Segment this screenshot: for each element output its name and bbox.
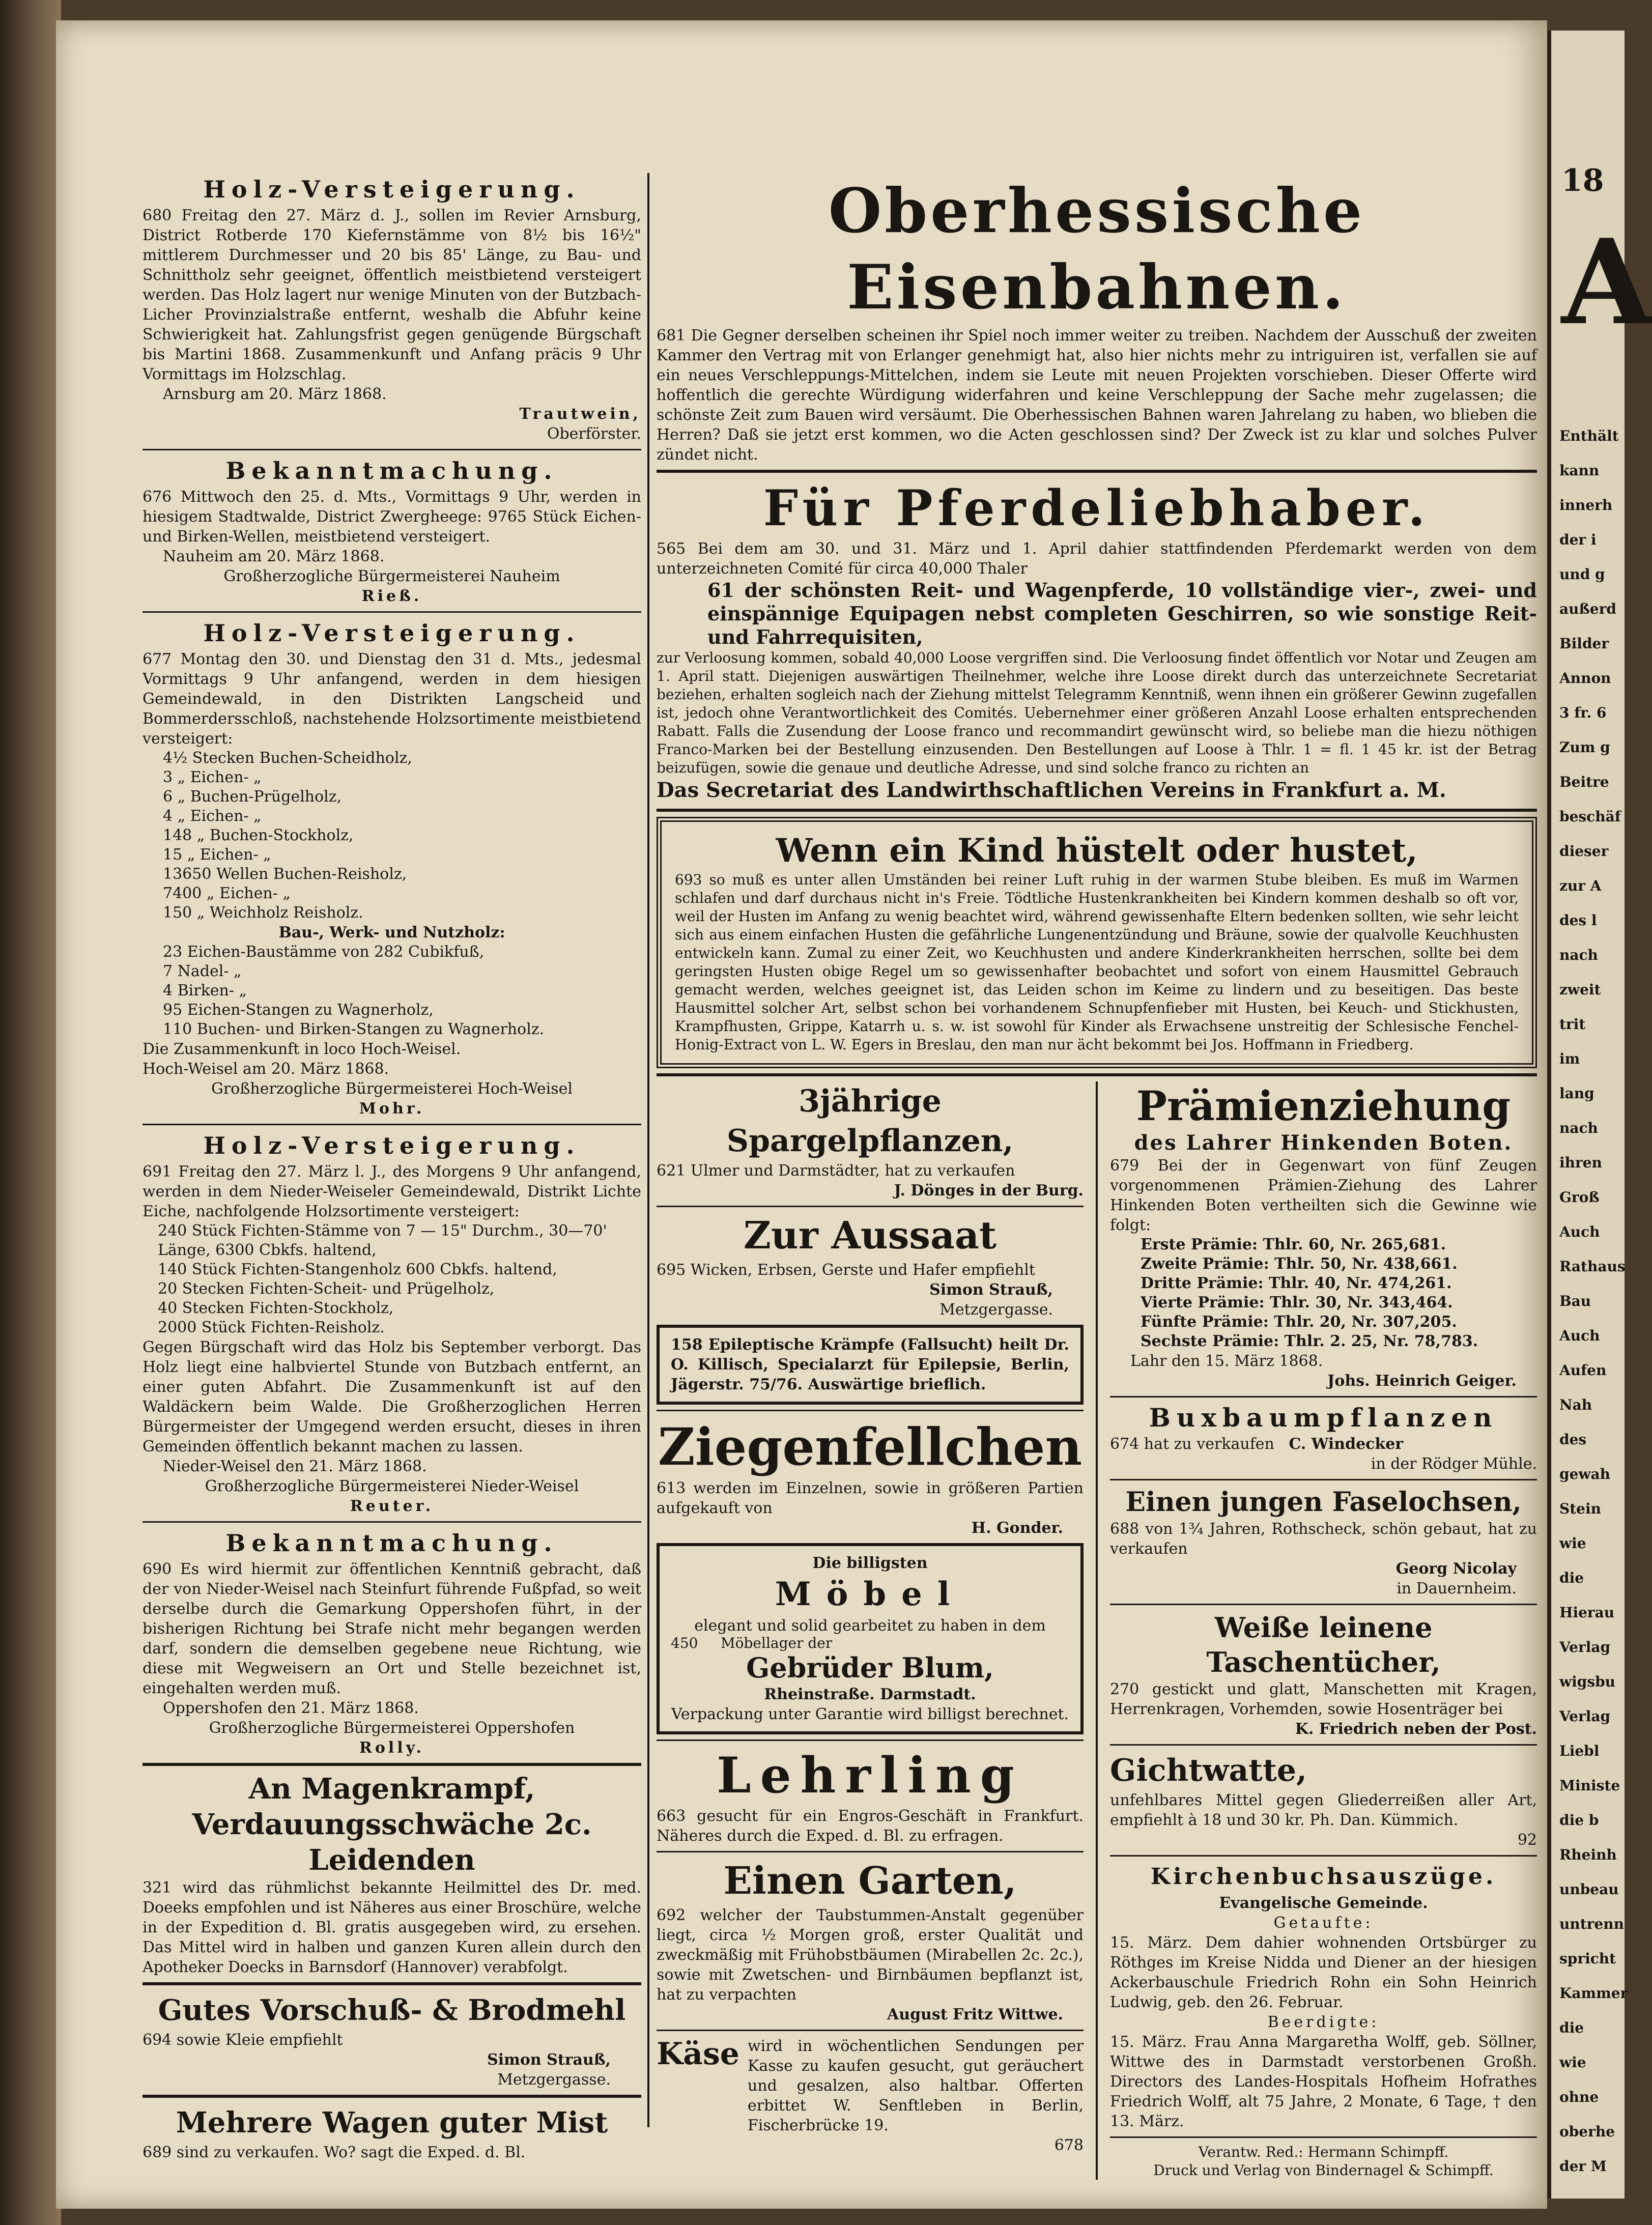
next-page-fragment: wie (1559, 1535, 1586, 1552)
next-page-fragment: außerd (1559, 601, 1616, 617)
ad-693-title: Wenn ein Kind hüstelt oder hustet, (776, 832, 1418, 870)
ad-450 (657, 1543, 1084, 1734)
list-item: 4 Birken- „ (163, 982, 247, 1000)
ad-690-date: Oppershofen den 21. März 1868. (163, 1699, 419, 1717)
list-item: 240 Stück Fichten-Stämme von 7 — 15" Durchm., 30—70' Länge, 6300 Cbkfs. haltend, (158, 1222, 607, 1259)
next-page-fragment: dieser (1559, 843, 1609, 860)
divider (1110, 1396, 1537, 1397)
ad-690-office: Großherzogliche Bürgermeisterei Oppershofen (209, 1719, 575, 1737)
ad-621-sign: J. Dönges in der Burg. (894, 1182, 1084, 1200)
kirchenbuch-section: Evangelische Gemeinde. (1219, 1894, 1428, 1912)
next-page-fragment: des (1559, 1431, 1587, 1448)
next-page-fragment: der i (1559, 531, 1597, 548)
ad-270-title: Weiße leinene Taschentücher, (1206, 1611, 1441, 1678)
ad-677-title: Holz-Versteigerung. (203, 619, 581, 647)
list-item: 6 „ Buchen-Prügelholz, (163, 788, 342, 806)
next-page-fragment: und g (1559, 566, 1605, 583)
ad-695 (657, 1212, 1084, 1320)
ad-676-office: Großherzogliche Bürgermeisterei Nauheim (223, 567, 560, 585)
ad-678 (657, 2036, 1084, 2135)
ad-690 (143, 1528, 641, 1758)
list-item: 13650 Wellen Buchen-Reisholz, (163, 865, 407, 883)
ad-680-body: 680 Freitag den 27. März d. J., sollen im Revier Arnsburg, District Rotberde 170 Kiefernstämme von 8½ bis 16½" mittlerem Durchmesser und 20 bis 85' Länge, zu Bau- und Schnittholz sehr geeignet, öffentlich meistbietend versteigert werden. Das Holz lagert nur wenige Minuten von der Butzbach-Licher Provinzialstraße entfernt, weshalb die Abfuhr keine Schwierigkeit hat. Zahlungsfrist gegen genügende Bürgschaft bis Martini 1868. Zusammenkunft und Anfang präcis 9 Uhr Vormittags im Holzschlag. (143, 207, 641, 383)
ad-691 (143, 1130, 641, 1516)
divider (143, 1982, 641, 1985)
ad-565-offer: 61 der schönsten Reit- und Wagenpferde, 10 vollständige vier-, zwei- und einspännige Equipagen nebst completen Geschirren, so wie sonstige Reit- und Fahrrequisiten, (707, 579, 1537, 648)
list-item: 40 Stecken Fichten-Stockholz, (158, 1299, 394, 1317)
next-page-fragment: Ministe (1559, 1777, 1620, 1794)
ad-676-date: Nauheim am 20. März 1868. (163, 548, 385, 565)
ad-691-body: 691 Freitag den 27. März l. J., des Morgens 9 Uhr anfangend, werden in dem Nieder-Weiseler Gemeindewald, Distrikt Lichte Eiche, nachfolgende Holzsortimente versteigert: (143, 1163, 641, 1220)
divider (143, 2095, 641, 2098)
ad-680 (143, 174, 641, 444)
ad-677-closing: Die Zusammenkunft in loco Hoch-Weisel. (143, 1040, 461, 1058)
divider (657, 1206, 1084, 1207)
list-item: Sechste Prämie: Thlr. 2. 25, Nr. 78,783. (1141, 1332, 1478, 1350)
ad-450-foot: Verpackung unter Garantie wird billigst berechnet. (671, 1705, 1069, 1723)
list-item: Dritte Prämie: Thlr. 40, Nr. 474,261. (1141, 1274, 1452, 1292)
list-item: Vierte Prämie: Thlr. 30, Nr. 343,464. (1141, 1294, 1453, 1311)
ad-677-list (143, 749, 641, 923)
ad-689-body: 689 sind zu verkaufen. Wo? sagt die Exped. d. Bl. (143, 2144, 526, 2161)
column-left (143, 173, 641, 2162)
ad-565-body: zur Verloosung kommen, sobald 40,000 Loose vergriffen sind. Die Verloosung findet öffentlich vor Notar und Zeugen am 1. April statt. Diejenigen auswärtigen Theilnehmer, welche ihre Loose direkt durch das unterzeichnete Secretariat beziehen, erhalten sogleich nach der Ziehung mittelst Telegramm Kenntniß, wenn ihnen ein größerer Gewinn zugefallen ist, jedoch ohne Verantwortlichkeit des Comités. Uebernehmer einer größeren Anzahl Loose erhalten entsprechenden Rabatt. Falls die Zusendung der Loose franco und recommandirt gewünscht wird, so beliebe man die hiezu nöthigen Franco-Marken bei der Bestellung einzusenden. Den Bestellungen auf Loose à Thlr. 1 = fl. 1 45 kr. ist der Betrag beizufügen, sowie die genaue und deutliche Adresse, und sind solche franco zu richten an (657, 649, 1537, 776)
next-page-fragment: unbeau (1559, 1881, 1619, 1898)
list-item: 7400 „ Eichen- „ (163, 885, 291, 902)
next-page-fragment: lang (1559, 1085, 1594, 1102)
list-item: 3 „ Eichen- „ (163, 768, 262, 786)
ad-679-title: Prämienziehung (1136, 1082, 1511, 1130)
next-page-fragment: die (1559, 2019, 1584, 2036)
kirchenbuch-entry-1: 15. März. Dem dahier wohnenden Ortsbürger zu Röthges im Kreise Nidda und Diener an der hiesigen Ackerbauschule Friedrich Rohn ein Sohn Heinrich Ludwig, geb. den 26. Februar. (1110, 1934, 1537, 2011)
list-item: Erste Prämie: Thlr. 60, Nr. 265,681. (1141, 1236, 1446, 1253)
ad-663 (657, 1746, 1084, 1846)
next-page-fragment: gewah (1559, 1466, 1610, 1482)
ad-621 (657, 1081, 1084, 1201)
ad-158-body: 158 Epileptische Krämpfe (Fallsucht) heilt Dr. O. Killisch, Specialarzt für Epilepsie, Berlin, Jägerstr. 75/76. Auswärtige brieflich. (671, 1336, 1069, 1393)
ad-450-num: 450 (671, 1635, 698, 1651)
list-item: 150 „ Weichholz Reisholz. (163, 904, 363, 922)
ad-679-prizes (1110, 1235, 1537, 1351)
sub-columns (657, 1081, 1537, 2180)
next-page-fragment: Enthält (1559, 427, 1619, 444)
next-page-fragment: zur A (1559, 877, 1602, 894)
next-page-fragment: untrenn (1559, 1916, 1624, 1932)
next-page-fragment: kann (1559, 462, 1600, 479)
ad-680-title: Holz-Versteigerung. (203, 176, 581, 203)
ad-270 (1110, 1610, 1537, 1739)
next-page-fragment: Nah (1559, 1396, 1592, 1413)
ad-565-intro: 565 Bei dem am 30. und 31. März und 1. April dahier stattfindenden Pferdemarkt werden von dem unterzeichneten Comité für circa 40,000 Thaler (657, 540, 1537, 578)
ad-674 (1110, 1403, 1537, 1474)
ad-270-sign: K. Friedrich neben der Post. (1295, 1720, 1537, 1738)
ad-613-body: 613 werden im Einzelnen, sowie in größeren Partien aufgekauft von (657, 1479, 1084, 1517)
ad-691-office: Großherzogliche Bürgermeisterei Nieder-Weisel (205, 1477, 579, 1495)
ad-679-subtitle: des Lahrer Hinkenden Boten. (1134, 1131, 1513, 1155)
divider (657, 1739, 1084, 1741)
ad-676-title: Bekanntmachung. (225, 457, 558, 484)
divider (657, 809, 1537, 812)
next-page-folio: 18 (1561, 163, 1604, 198)
list-item: Fünfte Prämie: Thlr. 20, Nr. 307,205. (1141, 1313, 1457, 1331)
list-item: Zweite Prämie: Thlr. 50, Nr. 438,661. (1141, 1255, 1458, 1273)
ad-679-sign: Johs. Heinrich Geiger. (1327, 1372, 1517, 1390)
ad-688-office: in Dauernheim. (1397, 1580, 1517, 1598)
next-page-fragment: des l (1559, 912, 1597, 929)
ad-677-sign: Mohr. (359, 1100, 425, 1118)
next-page-fragment: Auch (1559, 1327, 1600, 1344)
ad-565-title: Für Pferdeliebhaber. (763, 479, 1431, 537)
divider (1110, 1479, 1537, 1480)
ad-692 (657, 1858, 1084, 2024)
ad-693-body: 693 so muß es unter allen Umständen bei reiner Luft ruhig in der warmen Stube bleiben. Es muß im Warmen schlafen und darf durchaus nicht in's Freie. Tödtliche Hustenkrankheiten bei Kindern kommen deshalb so oft vor, weil der Husten im Anfang zu wenig beachtet wird, während gewissenhafte Eltern bedenken sollten, wie sehr leicht sich aus einem einfachen Husten die gefährliche Lungenentzündung und Bräune, sowie der qualvolle Keuchhusten entwickeln kann. Zumal zu einer Zeit, wo Keuchhusten und andere Kinderkrankheiten herrschen, sollte bei dem geringsten Husten obige Regel um so gewissenhafter beobachtet und sofort von einem Hausmittel Gebrauch gemacht werden, welches geeignet ist, das Leiden schon im Keime zu lindern und zu beseitigen. Das beste Hausmittel solcher Art, selbst schon bei vorhandenem Schnupfenfieber mit Husten, bei Keuch- und Stickhusten, Krampfhusten, Grippe, Katarrh u. s. w. ist sowohl für Kinder als Erwachsene unstreitig der Schlesische Fenchel-Honig-Extract von L. W. Egers in Breslau, den man nur ächt bekommt bei Jos. Hoffmann in Friedberg. (675, 871, 1519, 1053)
ad-621-title: 3jährige Spargelpflanzen, (726, 1083, 1014, 1159)
ad-681-title: Oberhessische Eisenbahnen. (828, 175, 1365, 323)
column-rule (647, 173, 649, 2127)
divider (657, 2030, 1084, 2031)
next-page-fragment: beschäf (1559, 808, 1621, 825)
divider (143, 1124, 641, 1125)
ad-565-sign: Das Secretariat des Landwirthschaftlichen Vereins in Frankfurt a. M. (657, 778, 1446, 802)
next-page-fragment: Bilder (1559, 635, 1609, 652)
next-page-fragment: Aufen (1559, 1362, 1607, 1379)
ad-679 (1110, 1082, 1537, 1391)
list-item: 15 „ Eichen- „ (163, 846, 271, 864)
ad-694-body: 694 sowie Kleie empfiehlt (143, 2031, 343, 2049)
ad-92-body: unfehlbares Mittel gegen Gliederreißen aller Art, empfiehlt à 18 und 30 kr. Ph. Dan. Kümmich. (1110, 1791, 1537, 1829)
ad-688-title: Einen jungen Faselochsen, (1125, 1487, 1522, 1518)
ad-694 (143, 1990, 641, 2090)
ad-677 (143, 618, 641, 1119)
ad-678-title: Käse (657, 2036, 739, 2072)
sub-column-right (1096, 1081, 1537, 2180)
ad-158 (657, 1325, 1084, 1405)
ad-677-date: Hoch-Weisel am 20. März 1868. (143, 1060, 389, 1078)
ad-693 (657, 817, 1537, 1068)
sub-column-left (657, 1081, 1084, 2180)
kirchenbuch-heading-2: Beerdigte: (1267, 2013, 1380, 2031)
ad-694-title: Gutes Vorschuß- & Brodmehl (158, 1993, 626, 2027)
next-page-fragment: Rheinh (1559, 1846, 1617, 1863)
next-page-fragment: oberhe (1559, 2123, 1615, 2140)
ad-450-addr: Rheinstraße. Darmstadt. (764, 1686, 976, 1703)
divider (657, 470, 1537, 473)
list-item: 4½ Stecken Buchen-Scheidholz, (163, 749, 412, 767)
divider (1110, 1855, 1537, 1857)
next-page-fragment: spricht (1559, 1950, 1616, 1967)
ad-690-body: 690 Es wird hiermit zur öffentlichen Kenntniß gebracht, daß der von Nieder-Weisel nach Steinfurt führende Fußpfad, so weit derselbe durch die Gemarkung Oppershofen führt, in der bisherigen Richtung bei Strafe nicht mehr begangen werden darf, sondern die demselben gegebene neue Richtung, wie diese mit Wegweisern an Ort und Stelle bezeichnet ist, eingehalten werden muß. (143, 1560, 641, 1697)
ad-695-body: 695 Wicken, Erbsen, Gerste und Hafer empfiehlt (657, 1261, 1035, 1279)
divider (657, 1073, 1537, 1076)
list-item: 7 Nadel- „ (163, 962, 242, 980)
newspaper-page (56, 20, 1547, 2209)
ad-691-title: Holz-Versteigerung. (203, 1132, 581, 1159)
ad-691-body-2: Gegen Bürgschaft wird das Holz bis September verborgt. Das Holz liegt eine halbviertel Stunde von Butzbach entfernt, an einer guten Abfahrt. Die Zusammenkunft ist auf den Waldäckern beim Walde. Die Großherzoglichen Herren Bürgermeister der Umgegend werden ersucht, dieses in ihren Gemeinden öffentlich bekannt machen zu lassen. (143, 1338, 641, 1456)
ad-565 (657, 478, 1537, 804)
ad-321 (143, 1771, 641, 1977)
divider (143, 1763, 641, 1766)
next-page-fragment: Hierau (1559, 1604, 1615, 1621)
list-item: 2000 Stück Fichten-Reisholz. (158, 1319, 385, 1336)
list-item: 110 Buchen- und Birken-Stangen zu Wagnerholz. (163, 1020, 545, 1038)
ad-676-sign: Rieß. (361, 587, 422, 605)
next-page-fragment: nach (1559, 947, 1598, 963)
ad-688-sign: Georg Nicolay (1395, 1560, 1517, 1578)
next-page-fragment: ohne (1559, 2089, 1599, 2105)
ad-663-title: Lehrling (717, 1747, 1023, 1804)
next-page-initial: A (1561, 214, 1652, 351)
kirchenbuch-entry-2: 15. März. Frau Anna Margaretha Wolff, geb. Söllner, Wittwe des in Darmstadt verstorbenen Großh. Directors des Landes-Hospitals Hofheim Hofrathes Friedrich Wolff, alt 75 Jahre, 2 Monate, 6 Tage, † den 13. März. (1110, 2033, 1537, 2130)
divider (1110, 2136, 1537, 2138)
ad-450-title: Möbel (775, 1575, 965, 1613)
ad-321-title: An Magenkrampf, Verdauungsschwäche 2c. Leidenden (192, 1772, 592, 1877)
ad-692-body: 692 welcher der Taubstummen-Anstalt gegenüber liegt, circa ½ Morgen groß, erster Qualität und zweckmäßig mit Frühobstbäumen (Mirabellen 2c. 2c.), sowie mit Zwetschen- und Birnbäumen bepflanzt ist, hat zu verpachten (657, 1906, 1084, 2004)
ad-690-sign: Rolly. (359, 1739, 425, 1757)
divider (143, 611, 641, 613)
ad-621-body: 621 Ulmer und Darmstädter, hat zu verkaufen (657, 1162, 1015, 1180)
next-page-fragment: Annon (1559, 670, 1611, 687)
kirchenbuch-title: Kirchenbuchsauszüge. (1150, 1864, 1497, 1890)
ad-613-sign: H. Gonder. (971, 1519, 1063, 1537)
next-page-fragment: Bau (1559, 1293, 1591, 1309)
ad-674-title: Buxbaumpflanzen (1149, 1403, 1498, 1433)
list-item: 23 Eichen-Baustämme von 282 Cubikfuß, (163, 943, 485, 961)
ad-679-body: 679 Bei der in Gegenwart von fünf Zeugen vorgenommenen Prämien-Ziehung des Lahrer Hinkenden Boten vertheilten sich die Gewinne wie folgt: (1110, 1157, 1537, 1234)
next-page-fragment: Groß (1559, 1189, 1600, 1206)
divider (657, 1410, 1084, 1411)
ad-677-subtitle: Bau-, Werk- und Nutzholz: (278, 924, 505, 942)
divider (657, 1851, 1084, 1852)
ad-613 (657, 1416, 1084, 1538)
ad-321-body: 321 wird das rühmlichst bekannte Heilmittel des Dr. med. Doeeks empfohlen und ist Näheres aus einer Broschüre, welche in der Expedition d. Bl. gratis ausgegeben wird, zu ersehen. Das Mittel wird in halben und ganzen Kuren allein durch den Apotheker Doecks in Barnsdorf (Hannover) verabfolgt. (143, 1879, 641, 1976)
ad-689-title: Mehrere Wagen guter Mist (176, 2106, 608, 2140)
next-page-edge (1547, 31, 1652, 2199)
kirchenbuch-heading-1: Getaufte: (1273, 1914, 1374, 1932)
next-page-fragment: wie (1559, 2054, 1586, 2071)
ad-663-body: 663 gesucht für ein Engros-Geschäft in Frankfurt. Näheres durch die Exped. d. Bl. zu erfragen. (657, 1807, 1084, 1845)
ad-613-title: Ziegenfellchen (658, 1417, 1083, 1477)
ad-691-sign: Reuter. (350, 1497, 434, 1515)
ad-680-date: Arnsburg am 20. März 1868. (163, 385, 387, 403)
next-page-fragment: innerh (1559, 497, 1613, 514)
next-page-fragment: Liebl (1559, 1743, 1600, 1759)
list-item: 95 Eichen-Stangen zu Wagnerholz, (163, 1001, 434, 1019)
next-page-fragment: Zum g (1559, 739, 1610, 756)
ad-676-body: 676 Mittwoch den 25. d. Mts., Vormittags 9 Uhr, werden in hiesigem Stadtwalde, District Zwergheege: 9765 Stück Eichen- und Birken-Wellen, meistbietend versteigert. (143, 488, 641, 546)
ad-92-num: 92 (1517, 1831, 1537, 1849)
ad-690-title: Bekanntmachung. (225, 1529, 558, 1557)
next-page-fragment: der M (1559, 2158, 1607, 2175)
next-page-fragment: Verlag (1559, 1639, 1611, 1656)
ad-677-list-2 (143, 943, 641, 1039)
ad-691-date: Nieder-Weisel den 21. März 1868. (163, 1458, 427, 1475)
next-page-fragment: Auch (1559, 1223, 1600, 1240)
ad-691-list (143, 1221, 641, 1337)
ad-681-body: 681 Die Gegner derselben scheinen ihr Spiel noch immer weiter zu treiben. Nachdem der Ausschuß der zweiten Kammer den Vertrag mit von Erlanger genehmigt hat, also hier nichts mehr zu intriguiren ist, verfallen sie auf ein neues Verschleppungs-Mittelchen, indem sie Leute mit neuen Projekten vorschieben. Dieser Offerte wird hoffentlich die gerechte Würdigung widerfahren und keine Verschleppung der Sache mehr zugelassen; die schönste Zeit zum Bauen wird versäumt. Die Oberhessischen Bahnen waren Jahrelang zu haben, wo blieben die Herren? Daß sie jetzt erst kommen, wo die Acten geschlossen sind? Der Zweck ist zu klar und solches Pulver zündet nicht. (657, 327, 1537, 464)
ad-678-body: wird in wöchentlichen Sendungen per Kasse zu kaufen gesucht, gut geräuchert und gesalzen, also haltbar. Offerten erbittet W. Senftleben in Berlin, Fischerbrücke 19. (747, 2037, 1084, 2134)
ad-674-office: in der Rödger Mühle. (1371, 1455, 1537, 1473)
next-page-fragment: 3 fr. 6 (1559, 704, 1607, 721)
ad-695-sign: Simon Strauß, (929, 1281, 1053, 1299)
book-binding-left (0, 0, 61, 2225)
ad-694-office: Metzgergasse. (497, 2071, 611, 2089)
imprint-editor: Verantw. Red.: Hermann Schimpff. (1198, 2144, 1449, 2160)
ad-680-sign: Trautwein, (519, 405, 641, 423)
divider (1110, 1604, 1537, 1605)
list-item: 4 „ Eichen- „ (163, 807, 262, 825)
next-page-fragment: Rathaus (1559, 1258, 1626, 1275)
ad-450-firm: Gebrüder Blum, (746, 1651, 994, 1684)
next-page-fragment: zweit (1559, 981, 1601, 998)
ad-674-body: 674 hat zu verkaufen (1110, 1435, 1274, 1453)
ad-695-office: Metzgergasse. (939, 1301, 1053, 1319)
ad-689 (143, 2103, 641, 2162)
ad-692-title: Einen Garten, (723, 1859, 1017, 1903)
column-right (657, 173, 1537, 2180)
divider (1110, 1744, 1537, 1746)
ad-450-label: Möbellager der (720, 1635, 833, 1651)
ad-677-body: 677 Montag den 30. und Dienstag den 31 d. Mts., jedesmal Vormittags 9 Uhr anfangend, werden in dem hiesigen Gemeindewald, in den Distrikten Langscheid und Bommerdersschloß, nachstehende Holzsortimente meistbietend versteigert: (143, 650, 641, 748)
next-page-fragment: Verlag (1559, 1708, 1611, 1725)
ad-678-num: 678 (1054, 2136, 1084, 2154)
ad-92-title: Gichtwatte, (1110, 1753, 1307, 1788)
ad-674-sign: C. Windecker (1289, 1435, 1404, 1453)
next-page-fragment: die (1559, 1570, 1584, 1586)
ad-270-body: 270 gestickt und glatt, Manschetten mit Kragen, Herrenkragen, Vorhemden, sowie Hosenträger bei (1110, 1680, 1537, 1718)
imprint-printer: Druck und Verlag von Bindernagel & Schimpff. (1153, 2162, 1494, 2179)
ad-677-office: Großherzogliche Bürgermeisterei Hoch-Weisel (211, 1080, 573, 1098)
ad-92 (1110, 1751, 1537, 1850)
list-item: 140 Stück Fichten-Stangenholz 600 Cbkfs. haltend, (158, 1261, 557, 1278)
next-page-fragment: im (1559, 1050, 1580, 1067)
next-page-fragment: nach (1559, 1120, 1598, 1136)
next-page-fragment: wigsbu (1559, 1673, 1616, 1690)
next-page-fragment: Beitre (1559, 774, 1609, 790)
divider (143, 449, 641, 450)
next-page-fragment: Stein (1559, 1500, 1601, 1517)
divider (143, 1521, 641, 1523)
ad-688-body: 688 von 1¾ Jahren, Rothscheck, schön gebaut, hat zu verkaufen (1110, 1520, 1537, 1558)
list-item: 20 Stecken Fichten-Scheit- und Prügelholz, (158, 1280, 495, 1298)
ad-676 (143, 455, 641, 606)
next-page-fragment: die b (1559, 1812, 1599, 1829)
ad-695-title: Zur Aussaat (743, 1214, 997, 1258)
list-item: 148 „ Buchen-Stockholz, (163, 826, 354, 844)
next-page-fragment: Kammer (1559, 1985, 1628, 2002)
ad-679-date: Lahr den 15. März 1868. (1130, 1352, 1323, 1370)
ad-692-sign: August Fritz Wittwe. (887, 2006, 1063, 2023)
ad-680-office: Oberförster. (547, 425, 641, 443)
ad-450-pre: Die billigsten (812, 1554, 928, 1572)
ad-688 (1110, 1486, 1537, 1599)
ad-694-sign: Simon Strauß, (487, 2051, 611, 2069)
ad-450-body: elegant und solid gearbeitet zu haben in dem (694, 1617, 1046, 1635)
kirchenbuch (1110, 1862, 1537, 2131)
ad-681 (657, 173, 1537, 465)
next-page-fragment: trit (1559, 1016, 1586, 1033)
next-page-fragment: ihren (1559, 1154, 1602, 1171)
